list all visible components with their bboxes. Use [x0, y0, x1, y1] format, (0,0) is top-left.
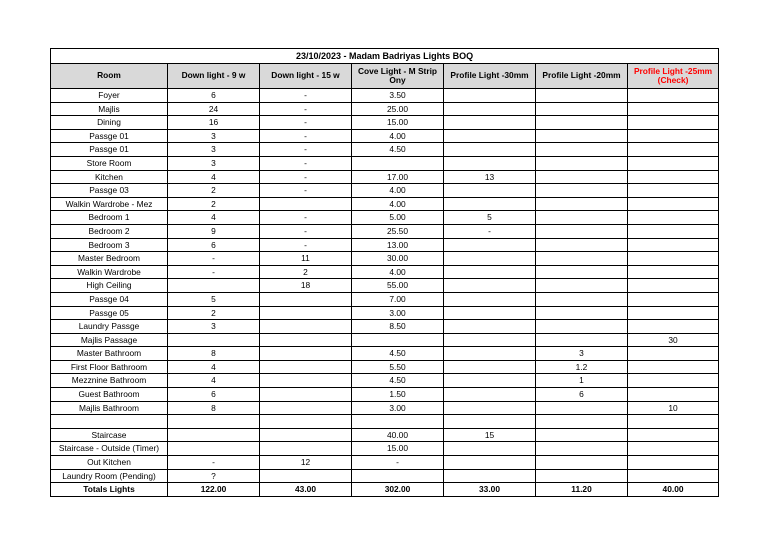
totals-cell: 122.00 [168, 483, 260, 497]
room-name-cell: Store Room [51, 156, 168, 170]
value-cell: 15.00 [352, 442, 444, 456]
table-row [51, 374, 719, 388]
value-cell [444, 360, 536, 374]
value-cell: 7.00 [352, 292, 444, 306]
value-cell [168, 333, 260, 347]
value-cell [260, 320, 352, 334]
sheet-title: 23/10/2023 - Madam Badriyas Lights BOQ [51, 49, 719, 64]
value-cell [536, 197, 628, 211]
value-cell [536, 456, 628, 470]
room-name-cell: Passge 01 [51, 129, 168, 143]
value-cell: 30.00 [352, 252, 444, 266]
value-cell [444, 156, 536, 170]
table-row [51, 442, 719, 456]
value-cell [444, 197, 536, 211]
value-cell: 3.00 [352, 401, 444, 415]
value-cell [536, 320, 628, 334]
value-cell: 1 [536, 374, 628, 388]
value-cell: 24 [168, 102, 260, 116]
table-row [51, 388, 719, 402]
value-cell: 5 [444, 211, 536, 225]
room-name-cell: Majlis Passage [51, 333, 168, 347]
table-row [51, 211, 719, 225]
room-name-cell [51, 415, 168, 429]
value-cell [444, 320, 536, 334]
value-cell: - [168, 265, 260, 279]
table-row [51, 428, 719, 442]
value-cell: 2 [168, 306, 260, 320]
value-cell [444, 252, 536, 266]
value-cell: 4.50 [352, 374, 444, 388]
value-cell: - [260, 184, 352, 198]
value-cell [628, 224, 719, 238]
value-cell: 6 [168, 89, 260, 103]
value-cell: 3 [536, 347, 628, 361]
value-cell [260, 306, 352, 320]
value-cell [628, 265, 719, 279]
header-profile-30mm: Profile Light -30mm [444, 64, 536, 89]
value-cell [168, 279, 260, 293]
room-name-cell: Bedroom 1 [51, 211, 168, 225]
room-name-cell: Dining [51, 116, 168, 130]
header-row [51, 64, 719, 89]
value-cell [444, 116, 536, 130]
table-row [51, 156, 719, 170]
value-cell [628, 279, 719, 293]
value-cell [628, 469, 719, 483]
value-cell [536, 143, 628, 157]
table-row [51, 129, 719, 143]
value-cell [536, 401, 628, 415]
value-cell: 3 [168, 320, 260, 334]
value-cell: 6 [536, 388, 628, 402]
value-cell [168, 428, 260, 442]
value-cell: 4 [168, 211, 260, 225]
value-cell [536, 89, 628, 103]
room-name-cell: Staircase - Outside (Timer) [51, 442, 168, 456]
value-cell: 4 [168, 170, 260, 184]
value-cell [444, 456, 536, 470]
value-cell: 30 [628, 333, 719, 347]
value-cell: 3.50 [352, 89, 444, 103]
table-row [51, 102, 719, 116]
table-row [51, 89, 719, 103]
room-name-cell: Guest Bathroom [51, 388, 168, 402]
value-cell [536, 279, 628, 293]
value-cell: - [260, 143, 352, 157]
value-cell: 6 [168, 388, 260, 402]
value-cell [628, 360, 719, 374]
totals-cell: 11.20 [536, 483, 628, 497]
value-cell [536, 184, 628, 198]
totals-cell: 33.00 [444, 483, 536, 497]
totals-cell: 40.00 [628, 483, 719, 497]
table-row [51, 333, 719, 347]
table-row [51, 292, 719, 306]
value-cell [444, 333, 536, 347]
room-name-cell: Out Kitchen [51, 456, 168, 470]
value-cell [444, 347, 536, 361]
room-name-cell: Majlis Bathroom [51, 401, 168, 415]
value-cell: - [352, 456, 444, 470]
table-row [51, 306, 719, 320]
value-cell [628, 347, 719, 361]
value-cell: - [444, 224, 536, 238]
value-cell [628, 170, 719, 184]
value-cell [536, 306, 628, 320]
value-cell [260, 469, 352, 483]
value-cell: 4 [168, 360, 260, 374]
room-name-cell: Passge 03 [51, 184, 168, 198]
value-cell [444, 102, 536, 116]
totals-label: Totals Lights [51, 483, 168, 497]
value-cell [260, 360, 352, 374]
value-cell [260, 197, 352, 211]
value-cell [444, 306, 536, 320]
value-cell: 11 [260, 252, 352, 266]
value-cell [260, 292, 352, 306]
value-cell [536, 292, 628, 306]
value-cell [444, 374, 536, 388]
value-cell: 4.00 [352, 197, 444, 211]
value-cell [352, 415, 444, 429]
value-cell [352, 333, 444, 347]
header-cove-light: Cove Light - M Strip Ony [352, 64, 444, 89]
value-cell: 17.00 [352, 170, 444, 184]
value-cell: 4.00 [352, 265, 444, 279]
value-cell [628, 320, 719, 334]
room-name-cell: Foyer [51, 89, 168, 103]
value-cell: 9 [168, 224, 260, 238]
value-cell: 25.50 [352, 224, 444, 238]
header-profile-25mm: Profile Light -25mm (Check) [628, 64, 719, 89]
value-cell [444, 238, 536, 252]
totals-cell: 43.00 [260, 483, 352, 497]
table-row [51, 184, 719, 198]
value-cell [260, 401, 352, 415]
room-name-cell: Walkin Wardrobe - Mez [51, 197, 168, 211]
boq-table [50, 48, 719, 497]
totals-cell: 302.00 [352, 483, 444, 497]
table-row [51, 469, 719, 483]
value-cell: 2 [168, 197, 260, 211]
table-row [51, 238, 719, 252]
value-cell: 3 [168, 156, 260, 170]
value-cell [536, 211, 628, 225]
value-cell [168, 442, 260, 456]
value-cell [628, 156, 719, 170]
value-cell [536, 129, 628, 143]
value-cell: 8 [168, 401, 260, 415]
room-name-cell: Passge 04 [51, 292, 168, 306]
room-name-cell: First Floor Bathroom [51, 360, 168, 374]
value-cell [628, 442, 719, 456]
value-cell [628, 428, 719, 442]
room-name-cell: Mezznine Bathroom [51, 374, 168, 388]
value-cell [536, 170, 628, 184]
table-row [51, 415, 719, 429]
value-cell [628, 143, 719, 157]
value-cell: - [260, 102, 352, 116]
value-cell [352, 469, 444, 483]
value-cell [260, 374, 352, 388]
value-cell: 3 [168, 143, 260, 157]
value-cell [628, 238, 719, 252]
value-cell: 12 [260, 456, 352, 470]
value-cell [444, 388, 536, 402]
value-cell: - [260, 89, 352, 103]
table-row [51, 143, 719, 157]
value-cell: - [260, 116, 352, 130]
value-cell [628, 415, 719, 429]
value-cell: - [260, 156, 352, 170]
value-cell [628, 306, 719, 320]
value-cell [536, 442, 628, 456]
value-cell: 5 [168, 292, 260, 306]
value-cell: ? [168, 469, 260, 483]
value-cell [536, 428, 628, 442]
value-cell [536, 224, 628, 238]
value-cell: 6 [168, 238, 260, 252]
value-cell [628, 374, 719, 388]
room-name-cell: Passge 01 [51, 143, 168, 157]
value-cell [628, 388, 719, 402]
value-cell [444, 442, 536, 456]
value-cell [628, 211, 719, 225]
value-cell: 4.50 [352, 143, 444, 157]
value-cell: 15.00 [352, 116, 444, 130]
room-name-cell: Passge 05 [51, 306, 168, 320]
value-cell [168, 415, 260, 429]
room-name-cell: Staircase [51, 428, 168, 442]
table-row [51, 360, 719, 374]
value-cell [536, 116, 628, 130]
table-row [51, 265, 719, 279]
value-cell [536, 156, 628, 170]
room-name-cell: Majlis [51, 102, 168, 116]
table-row [51, 170, 719, 184]
header-downlight-9w: Down light - 9 w [168, 64, 260, 89]
value-cell [260, 388, 352, 402]
table-body [51, 89, 719, 483]
value-cell [628, 197, 719, 211]
value-cell [444, 279, 536, 293]
value-cell: 4 [168, 374, 260, 388]
value-cell [260, 347, 352, 361]
value-cell: - [260, 238, 352, 252]
value-cell [628, 116, 719, 130]
value-cell: 5.00 [352, 211, 444, 225]
value-cell [628, 456, 719, 470]
value-cell: - [260, 129, 352, 143]
value-cell [260, 428, 352, 442]
value-cell: 16 [168, 116, 260, 130]
table-row [51, 320, 719, 334]
value-cell: 2 [260, 265, 352, 279]
table-row [51, 456, 719, 470]
value-cell: 5.50 [352, 360, 444, 374]
table-row [51, 197, 719, 211]
value-cell: 55.00 [352, 279, 444, 293]
value-cell: 3 [168, 129, 260, 143]
value-cell [260, 333, 352, 347]
value-cell [444, 469, 536, 483]
value-cell [536, 102, 628, 116]
value-cell [444, 292, 536, 306]
room-name-cell: Kitchen [51, 170, 168, 184]
value-cell [628, 292, 719, 306]
value-cell [444, 129, 536, 143]
value-cell: - [260, 170, 352, 184]
value-cell: 4.00 [352, 184, 444, 198]
value-cell: 25.00 [352, 102, 444, 116]
table-row [51, 252, 719, 266]
table-row [51, 347, 719, 361]
value-cell [260, 442, 352, 456]
room-name-cell: Walkin Wardrobe [51, 265, 168, 279]
value-cell [536, 415, 628, 429]
value-cell [628, 129, 719, 143]
value-cell [444, 143, 536, 157]
value-cell [444, 401, 536, 415]
room-name-cell: Bedroom 2 [51, 224, 168, 238]
value-cell: 8.50 [352, 320, 444, 334]
value-cell [260, 415, 352, 429]
room-name-cell: Laundry Room (Pending) [51, 469, 168, 483]
value-cell: - [260, 211, 352, 225]
value-cell: - [260, 224, 352, 238]
value-cell: 3.00 [352, 306, 444, 320]
table-row [51, 401, 719, 415]
value-cell [352, 156, 444, 170]
value-cell [628, 89, 719, 103]
table-row [51, 224, 719, 238]
value-cell [628, 252, 719, 266]
value-cell: 13 [444, 170, 536, 184]
value-cell: 4.00 [352, 129, 444, 143]
room-name-cell: High Ceiling [51, 279, 168, 293]
value-cell [444, 184, 536, 198]
room-name-cell: Master Bedroom [51, 252, 168, 266]
value-cell [536, 333, 628, 347]
value-cell: 4.50 [352, 347, 444, 361]
value-cell: 13.00 [352, 238, 444, 252]
value-cell: 1.50 [352, 388, 444, 402]
value-cell: 1.2 [536, 360, 628, 374]
table-row [51, 116, 719, 130]
value-cell [536, 252, 628, 266]
value-cell: 40.00 [352, 428, 444, 442]
value-cell [444, 265, 536, 279]
value-cell [536, 265, 628, 279]
value-cell: 15 [444, 428, 536, 442]
room-name-cell: Bedroom 3 [51, 238, 168, 252]
value-cell [444, 89, 536, 103]
value-cell [628, 102, 719, 116]
value-cell [628, 184, 719, 198]
value-cell: 18 [260, 279, 352, 293]
value-cell [444, 415, 536, 429]
room-name-cell: Laundry Passge [51, 320, 168, 334]
value-cell: - [168, 252, 260, 266]
value-cell [536, 469, 628, 483]
header-profile-20mm: Profile Light -20mm [536, 64, 628, 89]
value-cell [536, 238, 628, 252]
value-cell: 2 [168, 184, 260, 198]
totals-row [51, 483, 719, 497]
header-downlight-15w: Down light - 15 w [260, 64, 352, 89]
header-room: Room [51, 64, 168, 89]
table-row [51, 279, 719, 293]
room-name-cell: Master Bathroom [51, 347, 168, 361]
value-cell: 8 [168, 347, 260, 361]
value-cell: - [168, 456, 260, 470]
value-cell: 10 [628, 401, 719, 415]
